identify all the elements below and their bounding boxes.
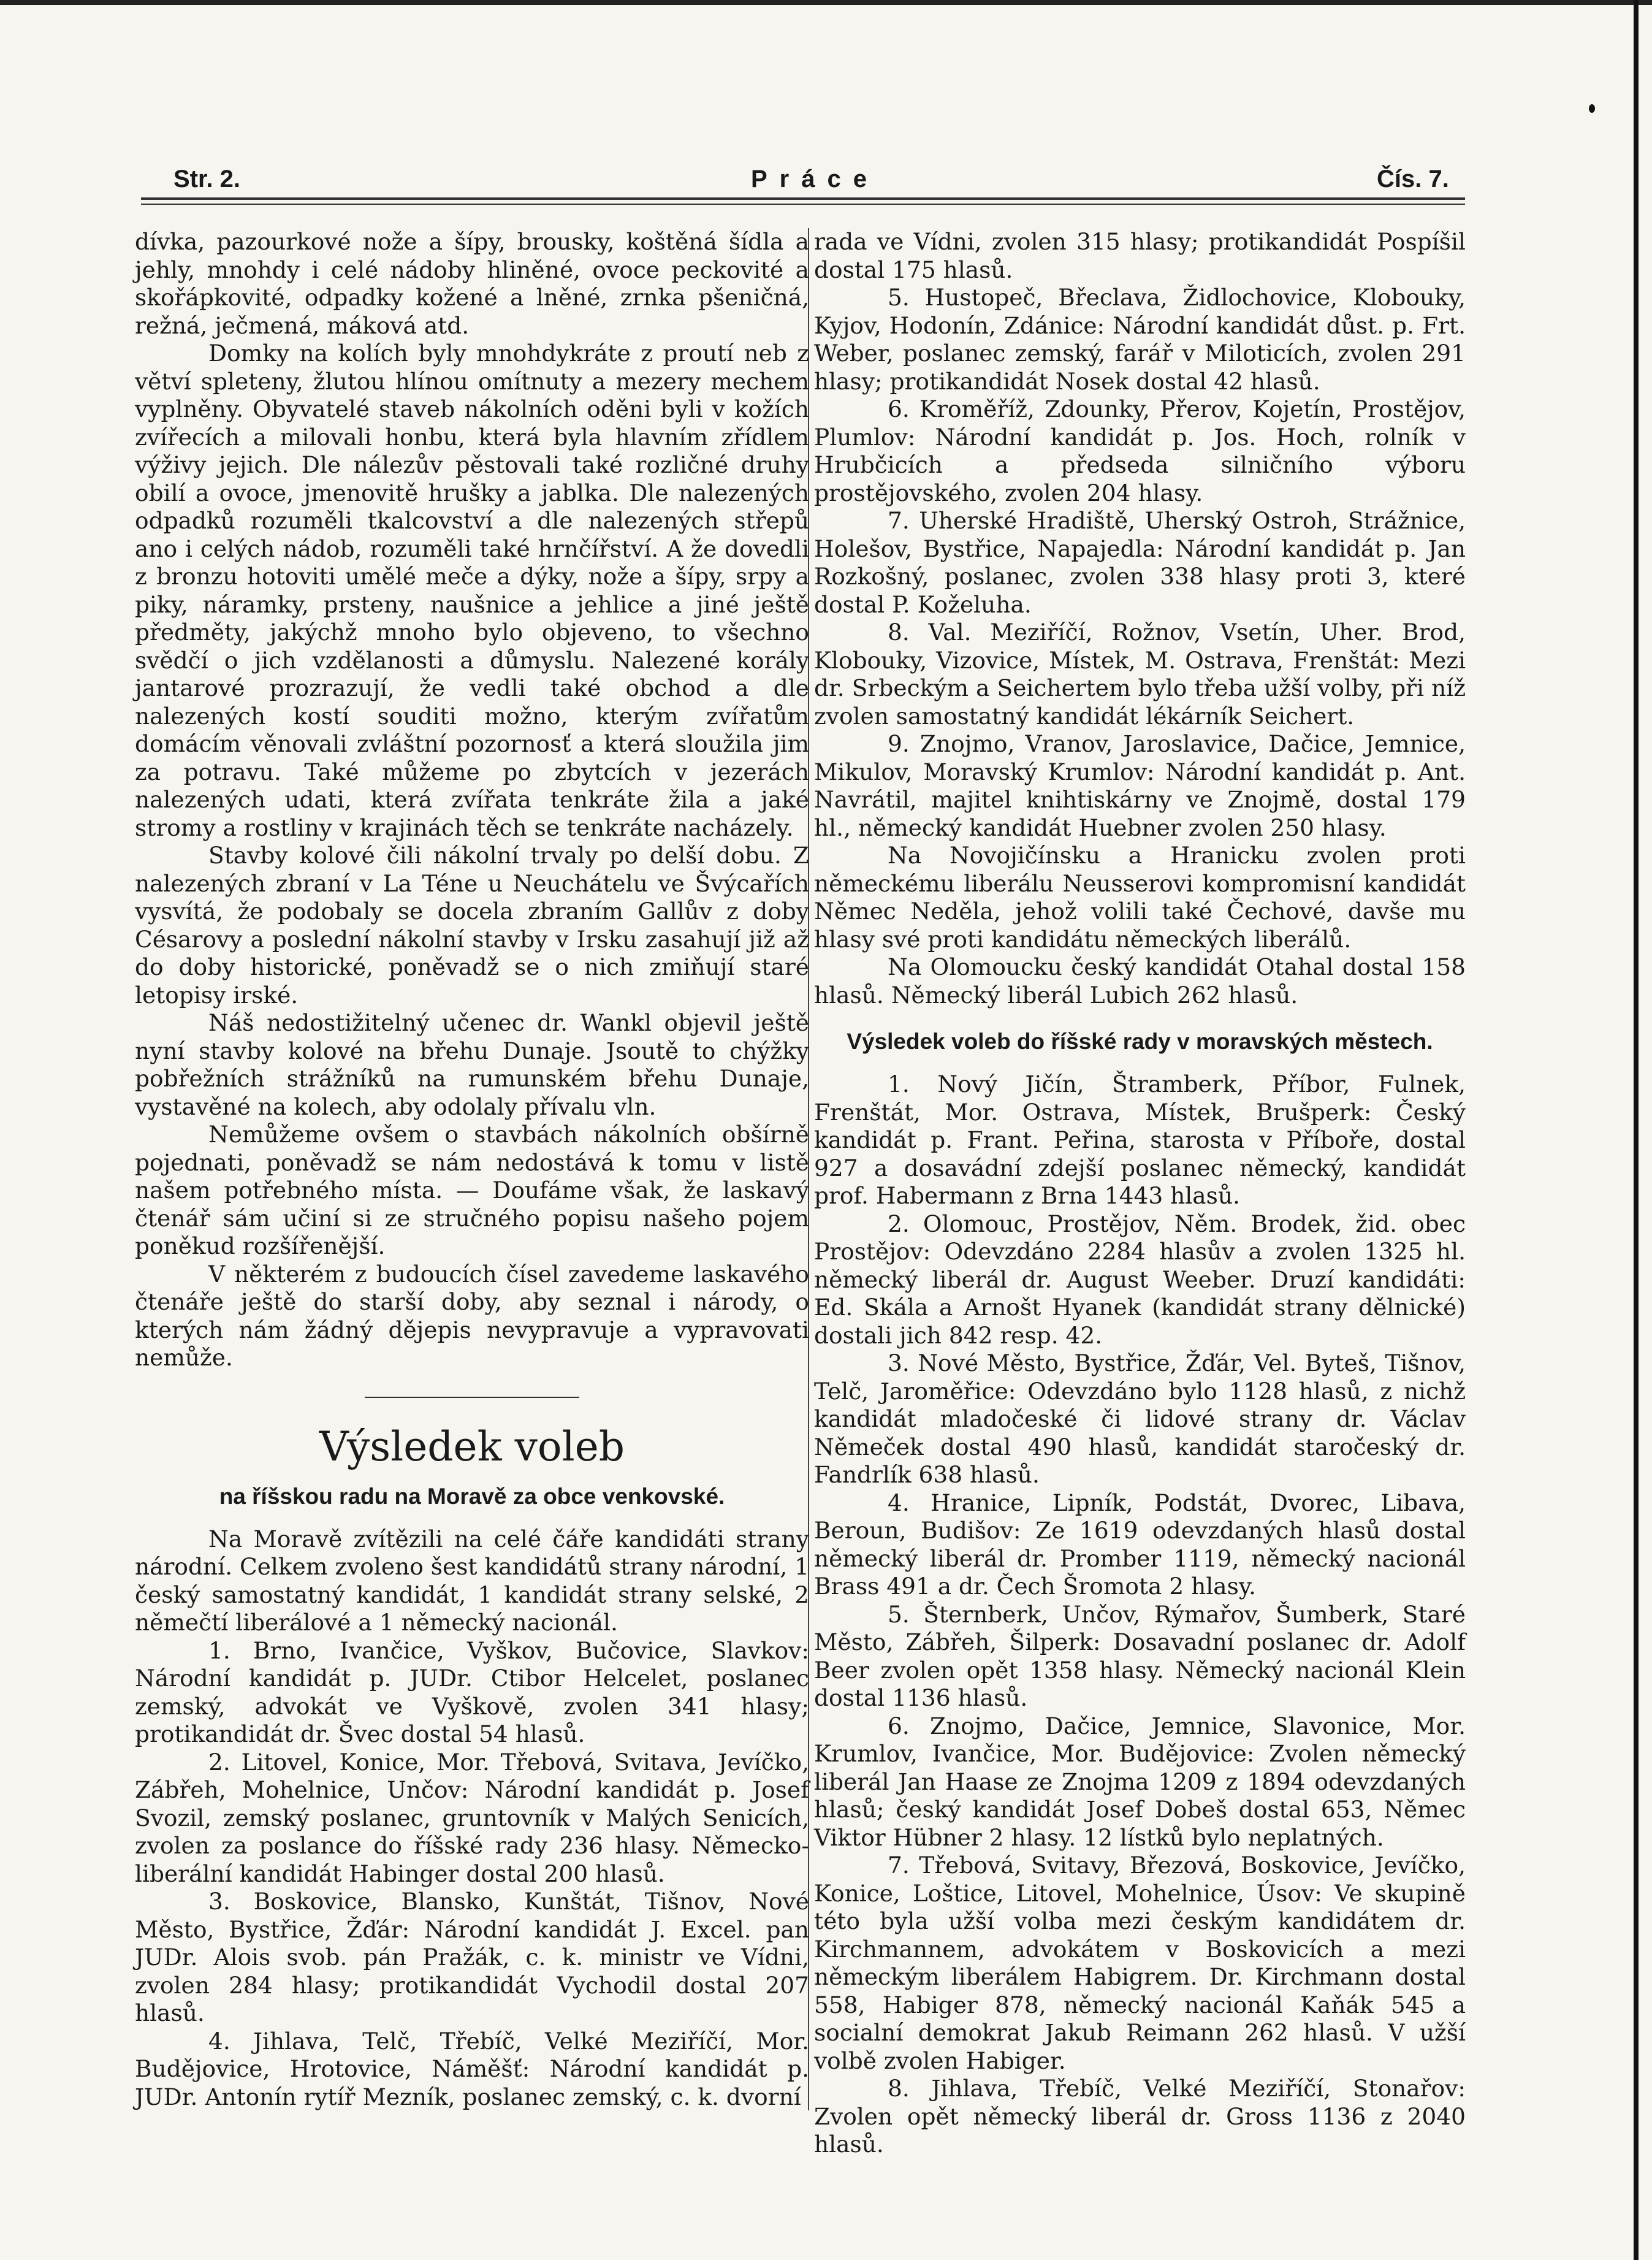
article-subtitle: na říšskou radu na Moravě za obce venkovské. <box>219 1483 725 1509</box>
paragraph: 8. Val. Meziříčí, Rožnov, Vsetín, Uher. Brod, Klobouky, Vizovice, Místek, M. Ostrava, Frenštát: Mezi dr. Srbeckým a Seichertem bylo třeba užší volby, při níž zvolen samostatný kandidát lékárník Seichert. <box>814 619 1466 730</box>
issue-number: Čís. 7. <box>1377 166 1449 193</box>
paragraph: V některém z budoucích čísel zavedeme laskavého čtenáře ještě do starší doby, aby seznal i národy, o kterých nám žádný dějepis nevypravuje a vypravovati nemůže. <box>135 1260 809 1371</box>
paragraph: Domky na kolích byly mnohdykráte z proutí neb z větví spleteny, žlutou hlínou omítnuty a mezery mechem vyplněny. Obyvatelé staveb nákolních oděni byli v kožích zvířecích a milovali honbu, která byla hlavním zřídlem výživy jejich. Dle nálezův pěstovali také rozličné druhy obilí a ovoce, jmenovitě hrušky a jablka. Dle nalezených odpadků rozuměli tkalcovství a dle nalezených střepů ano i celých nádob, rozuměli také hrnčířství. A že dovedli z bronzu hotoviti umělé meče a dýky, nože a šípy, srpy a piky, náramky, prsteny, naušnice a jehlice a jiné ještě předměty, jakýchž mnoho bylo objeveno, to všechno svědčí o jich vzdělanosti a důmyslu. Nalezené korály jantarové prozrazují, že vedli také obchod a dle nalezených kostí souditi možno, kterým zvířatům domácím věnovali zvláštní pozornosť a která sloužila jim za potravu. Také můžeme po zbytcích v jezerách nalezených udati, která zvířata tenkráte žila a jaké stromy a rostliny v krajinách těch se tenkráte nacházely. <box>135 340 809 841</box>
left-column <box>135 228 809 2111</box>
paragraph: Nemůžeme ovšem o stavbách nákolních obšírně pojednati, poněvadž se nám nedostává k tomu v listě našem potřebného místa. — Doufáme však, že laskavý čtenář sám učiní si ze stručného popisu našeho pojem poněkud rozšířenější. <box>135 1121 809 1259</box>
paragraph: rada ve Vídni, zvolen 315 hlasy; protikandidát Pospíšil dostal 175 hlasů. <box>814 228 1466 283</box>
paragraph: Náš nedostižitelný učenec dr. Wankl objevil ještě nyní stavby kolové na břehu Dunaje. Jsoutě to chýžky pobřežních strážníků na rumunském břehu Dunaje, vystavěné na kolech, aby odolaly přívalu vln. <box>135 1009 809 1120</box>
paragraph: 2. Olomouc, Prostějov, Něm. Brodek, žid. obec Prostějov: Odevzdáno 2284 hlasův a zvolen 1325 hl. německý liberál dr. August Weeber. Druzí kandidáti: Ed. Skála a Arnošt Hyanek (kandidát strany dělnické) dostali jich 842 resp. 42. <box>814 1210 1466 1349</box>
paragraph: 5. Šternberk, Unčov, Rýmařov, Šumberk, Staré Město, Zábřeh, Šilperk: Dosavadní poslanec dr. Adolf Beer zvolen opět 1358 hlasy. Německý nacionál Klein dostal 1136 hlasů. <box>814 1600 1466 1711</box>
paragraph: 5. Hustopeč, Břeclava, Židlochovice, Klobouky, Kyjov, Hodonín, Zdánice: Národní kandidát důst. p. Frt. Weber, poslanec zemský, farář v Miloticích, zvolen 291 hlasy; protikandidát Nosek dostal 42 hlasů. <box>814 284 1466 395</box>
section-title: Výsledek voleb do říšské rady v moravských městech. <box>847 1029 1433 1054</box>
paragraph: 6. Kroměříž, Zdounky, Přerov, Kojetín, Prostějov, Plumlov: Národní kandidát p. Jos. Hoch, rolník v Hrubčicích a předseda silničního výboru prostějovského, zvolen 204 hlasy. <box>814 395 1466 506</box>
paragraph: 1. Brno, Ivančice, Vyškov, Bučovice, Slavkov: Národní kandidát p. JUDr. Ctibor Helcelet, poslanec zemský, advokát ve Vyškově, zvolen 341 hlasy; protikandidát dr. Švec dostal 54 hlasů. <box>135 1636 809 1747</box>
paragraph: 8. Jihlava, Třebíč, Velké Meziříčí, Stonařov: Zvolen opět německý liberál dr. Gross 1136 z 2040 hlasů. <box>814 2075 1466 2158</box>
separator-rule <box>365 1397 579 1398</box>
header-rule-thin <box>141 204 1465 205</box>
page-edge-right <box>1634 0 1639 2260</box>
paragraph: dívka, pazourkové nože a šípy, brousky, koštěná šídla a jehly, mnohdy i celé nádoby hliněné, ovoce peckovité a skořápkovité, odpadky kožené a lněné, zrnka pšeničná, režná, ječmená, máková atd. <box>135 228 809 339</box>
article-title: Výsledek voleb <box>319 1422 625 1470</box>
page-edge-top <box>0 0 1652 5</box>
ink-speck <box>1589 104 1595 113</box>
newspaper-title: Práce <box>751 166 879 193</box>
paragraph: 6. Znojmo, Dačice, Jemnice, Slavonice, Mor. Krumlov, Ivančice, Mor. Budějovice: Zvolen německý liberál Jan Haase ze Znojma 1209 z 1894 odevzdaných hlasů; český kandidát Josef Dobeš dostal 653, Němec Viktor Hübner 2 hlasy. 12 lístků bylo neplatných. <box>814 1712 1466 1851</box>
paragraph: 3. Boskovice, Blansko, Kunštát, Tišnov, Nové Město, Bystřice, Žďár: Národní kandidát J. Excel. pan JUDr. Alois svob. pán Pražák, c. k. ministr ve Vídni, zvolen 284 hlasy; protikandidát Vychodil dostal 207 hlasů. <box>135 1888 809 2026</box>
paragraph: 9. Znojmo, Vranov, Jaroslavice, Dačice, Jemnice, Mikulov, Moravský Krumlov: Národní kandidát p. Ant. Navrátil, majitel knihtiskárny ve Znojmě, dostal 179 hl., německý kandidát Huebner zvolen 250 hlasy. <box>814 730 1466 841</box>
paragraph: Na Moravě zvítězili na celé čáře kandidáti strany národní. Celkem zvoleno šest kandidátů strany národní, 1 český samostatný kandidát, 1 kandidát strany selské, 2 němečtí liberálové a 1 německý nacionál. <box>135 1525 809 1636</box>
paragraph: 4. Jihlava, Telč, Třebíč, Velké Meziříčí, Mor. Budějovice, Hrotovice, Náměšť: Národní kandidát p. JUDr. Antonín rytíř Mezník, poslanec zemský, c. k. dvorní <box>135 2027 809 2110</box>
right-column <box>814 228 1466 2159</box>
paragraph: 2. Litovel, Konice, Mor. Třebová, Svitava, Jevíčko, Zábřeh, Mohelnice, Unčov: Národní kandidát p. Josef Svozil, zemský poslanec, gruntovník v Malých Senicích, zvolen za poslance do říšské rady 236 hlasy. Německo-liberální kandidát Habinger dostal 200 hlasů. <box>135 1748 809 1887</box>
paragraph: 4. Hranice, Lipník, Podstát, Dvorec, Libava, Beroun, Budišov: Ze 1619 odevzdaných hlasů dostal německý liberál dr. Promber 1119, německý nacionál Brass 491 a dr. Čech Šromota 2 hlasy. <box>814 1489 1466 1600</box>
paragraph: Na Olomoucku český kandidát Otahal dostal 158 hlasů. Německý liberál Lubich 262 hlasů. <box>814 953 1466 1009</box>
paragraph: 7. Uherské Hradiště, Uherský Ostroh, Strážnice, Holešov, Bystřice, Napajedla: Národní kandidát p. Jan Rozkošný, poslanec, zvolen 338 hlasy proti 3, které dostal P. Koželuha. <box>814 507 1466 618</box>
header-rule <box>141 197 1465 200</box>
paragraph: Stavby kolové čili nákolní trvaly po delší dobu. Z nalezených zbraní v La Téne u Neuchátelu ve Švýcařích vysvítá, že podobaly se docela zbraním Gallův z doby Césarovy a poslední nákolní stavby v Irsku zasahují již až do doby historické, poněvadž se o nich zmiňují staré letopisy irské. <box>135 842 809 1009</box>
paragraph: 3. Nové Město, Bystřice, Žďár, Vel. Byteš, Tišnov, Telč, Jaroměřice: Odevzdáno bylo 1128 hlasů, z nichž kandidát mladočeské či lidové strany dr. Václav Němeček dostal 490 hlasů, kandidát staročeský dr. Fandrlík 638 hlasů. <box>814 1350 1466 1488</box>
paragraph: 1. Nový Jičín, Štramberk, Příbor, Fulnek, Frenštát, Mor. Ostrava, Místek, Brušperk: Český kandidát p. Frant. Peřina, starosta v Příboře, dostal 927 a dosavádní zdejší poslanec německý, kandidát prof. Habermann z Brna 1443 hlasů. <box>814 1071 1466 1209</box>
page-number: Str. 2. <box>173 166 240 193</box>
paragraph: 7. Třebová, Svitavy, Březová, Boskovice, Jevíčko, Konice, Loštice, Litovel, Mohelnice, Úsov: Ve skupině této byla užší volba mezi českým kandidátem dr. Kirchmannem, advokátem v Boskovicích a mezi německým liberálem Habigrem. Dr. Kirchmann dostal 558, Habiger 878, německý nacionál Kaňák 545 a socialní demokrat Jakub Reimann 262 hlasů. V užší volbě zvolen Habiger. <box>814 1852 1466 2074</box>
paragraph: Na Novojičínsku a Hranicku zvolen proti německému liberálu Neusserovi kompromisní kandidát Němec Neděla, jehož volili také Čechové, davše mu hlasy své proti kandidátu německých liberálů. <box>814 842 1466 953</box>
